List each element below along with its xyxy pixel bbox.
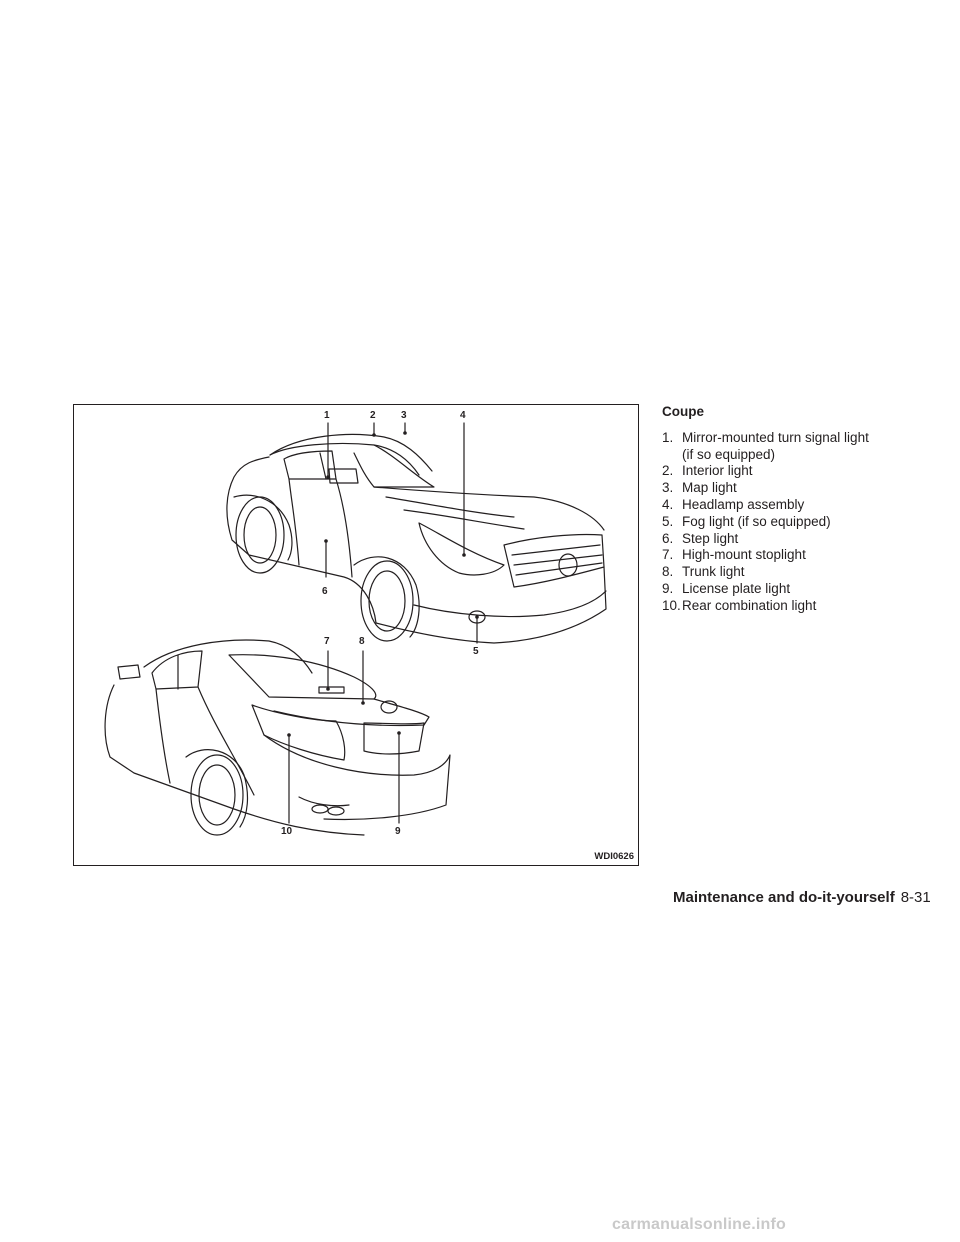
callout-9: 9 bbox=[395, 826, 401, 837]
legend-item-text: License plate light bbox=[682, 580, 791, 596]
legend-item bbox=[662, 430, 922, 464]
legend-item-number: 4. bbox=[662, 496, 674, 512]
legend-item-text: High-mount stoplight bbox=[682, 547, 806, 563]
legend-item-continuation: (if so equipped) bbox=[682, 446, 776, 462]
callout-4: 4 bbox=[460, 410, 466, 421]
legend-item-text: Trunk light bbox=[682, 564, 745, 580]
legend-item-number: 7. bbox=[662, 547, 674, 563]
legend-item bbox=[662, 581, 922, 598]
legend-item-number: 3. bbox=[662, 480, 674, 496]
figure-code: WDI0626 bbox=[594, 851, 634, 862]
legend-item-number: 6. bbox=[662, 530, 674, 546]
legend-item-text: Mirror-mounted turn signal light bbox=[682, 429, 869, 445]
callout-7: 7 bbox=[324, 636, 330, 647]
legend-item bbox=[662, 497, 922, 514]
legend-item-text: Interior light bbox=[682, 463, 753, 479]
page-footer bbox=[673, 889, 931, 906]
car-lights-figure bbox=[73, 404, 639, 866]
legend-item-text: Rear combination light bbox=[682, 597, 817, 613]
legend-item-text: Map light bbox=[682, 480, 737, 496]
legend-item-number: 9. bbox=[662, 580, 674, 596]
legend-item-number: 10. bbox=[662, 597, 681, 613]
callout-dots bbox=[287, 431, 479, 737]
page-number: 8-31 bbox=[900, 889, 931, 906]
legend-item bbox=[662, 531, 922, 548]
front-car-drawing bbox=[227, 434, 606, 643]
callout-5: 5 bbox=[473, 646, 479, 657]
callout-1: 1 bbox=[324, 410, 330, 421]
legend-item-text: Headlamp assembly bbox=[682, 496, 805, 512]
legend-item bbox=[662, 514, 922, 531]
callout-3: 3 bbox=[401, 410, 407, 421]
legend-item bbox=[662, 480, 922, 497]
callout-6: 6 bbox=[322, 586, 328, 597]
legend-list bbox=[662, 430, 922, 615]
legend-item-text: Fog light (if so equipped) bbox=[682, 513, 831, 529]
legend-item bbox=[662, 564, 922, 581]
callout-2: 2 bbox=[370, 410, 376, 421]
legend-title: Coupe bbox=[662, 404, 704, 419]
rear-car-drawing bbox=[105, 640, 450, 835]
legend-item bbox=[662, 463, 922, 480]
site-watermark[interactable]: carmanualsonline.info bbox=[612, 1216, 787, 1233]
callout-10: 10 bbox=[281, 826, 293, 837]
legend-item bbox=[662, 547, 922, 564]
legend-item-number: 8. bbox=[662, 564, 674, 580]
legend-item-number: 1. bbox=[662, 429, 674, 445]
legend-item-text: Step light bbox=[682, 530, 739, 546]
legend-item-number: 5. bbox=[662, 513, 674, 529]
car-line-drawing bbox=[74, 405, 639, 866]
legend-item-number: 2. bbox=[662, 463, 674, 479]
legend-item bbox=[662, 598, 922, 615]
lights-legend bbox=[662, 404, 922, 615]
section-title: Maintenance and do-it-yourself bbox=[673, 889, 895, 906]
callout-8: 8 bbox=[359, 636, 365, 647]
